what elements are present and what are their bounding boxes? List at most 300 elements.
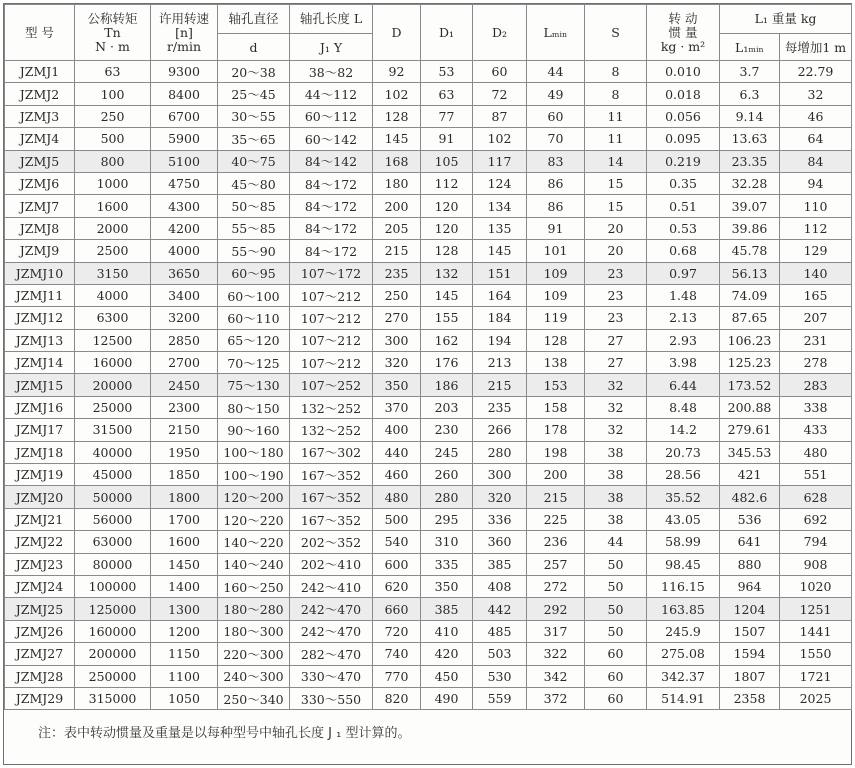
cell-D2: 300 — [473, 464, 527, 486]
cell-bore-diameter: 30～55 — [218, 105, 290, 127]
cell-torque: 3150 — [75, 262, 151, 284]
cell-Lmin: 236 — [527, 531, 585, 553]
cell-D1: 162 — [421, 329, 473, 351]
cell-bore-length: 84～172 — [290, 240, 373, 262]
cell-weight-per-meter: 628 — [780, 486, 852, 508]
header-inertia: 转 动 惯 量 kg · m² — [647, 5, 720, 61]
cell-speed: 5900 — [151, 128, 218, 150]
cell-S: 50 — [585, 553, 647, 575]
cell-D: 460 — [373, 464, 421, 486]
cell-S: 32 — [585, 374, 647, 396]
cell-D2: 360 — [473, 531, 527, 553]
cell-speed: 1600 — [151, 531, 218, 553]
cell-bore-length: 282～470 — [290, 643, 373, 665]
cell-D1: 112 — [421, 172, 473, 194]
cell-Lmin: 225 — [527, 508, 585, 530]
cell-speed: 1800 — [151, 486, 218, 508]
cell-weight-per-meter: 692 — [780, 508, 852, 530]
header-D: D — [373, 5, 421, 61]
cell-weight-lmin: 87.65 — [720, 307, 780, 329]
cell-speed: 1850 — [151, 464, 218, 486]
cell-D1: 128 — [421, 240, 473, 262]
cell-torque: 800 — [75, 150, 151, 172]
cell-S: 8 — [585, 61, 647, 83]
cell-D: 480 — [373, 486, 421, 508]
cell-D2: 213 — [473, 352, 527, 374]
cell-S: 14 — [585, 150, 647, 172]
header-bore-length-sub: J₁ Y — [290, 34, 373, 61]
table-row — [5, 217, 852, 239]
cell-D2: 117 — [473, 150, 527, 172]
cell-inertia: 6.44 — [647, 374, 720, 396]
cell-bore-length: 107～212 — [290, 284, 373, 306]
cell-model: JZMJ18 — [5, 441, 75, 463]
cell-speed: 3650 — [151, 262, 218, 284]
cell-bore-length: 84～172 — [290, 195, 373, 217]
cell-torque: 20000 — [75, 374, 151, 396]
cell-bore-diameter: 50～85 — [218, 195, 290, 217]
cell-torque: 1600 — [75, 195, 151, 217]
cell-inertia: 0.53 — [647, 217, 720, 239]
cell-S: 32 — [585, 396, 647, 418]
cell-D2: 235 — [473, 396, 527, 418]
cell-Lmin: 86 — [527, 195, 585, 217]
cell-bore-length: 60～112 — [290, 105, 373, 127]
cell-weight-per-meter: 1251 — [780, 598, 852, 620]
cell-inertia: 28.56 — [647, 464, 720, 486]
header-speed: 许用转速 [n] r/min — [151, 5, 218, 61]
cell-speed: 8400 — [151, 83, 218, 105]
cell-model: JZMJ2 — [5, 83, 75, 105]
cell-bore-length: 107～212 — [290, 352, 373, 374]
cell-S: 11 — [585, 128, 647, 150]
cell-torque: 80000 — [75, 553, 151, 575]
cell-bore-length: 60～142 — [290, 128, 373, 150]
cell-bore-length: 132～252 — [290, 419, 373, 441]
cell-weight-lmin: 1594 — [720, 643, 780, 665]
table-row — [5, 128, 852, 150]
header-weight: L₁ 重量 kg — [720, 5, 852, 34]
cell-S: 20 — [585, 217, 647, 239]
cell-speed: 1150 — [151, 643, 218, 665]
cell-inertia: 163.85 — [647, 598, 720, 620]
cell-Lmin: 109 — [527, 284, 585, 306]
cell-weight-per-meter: 64 — [780, 128, 852, 150]
cell-D1: 310 — [421, 531, 473, 553]
cell-S: 38 — [585, 464, 647, 486]
cell-D1: 155 — [421, 307, 473, 329]
table-row — [5, 195, 852, 217]
cell-Lmin: 292 — [527, 598, 585, 620]
cell-inertia: 3.98 — [647, 352, 720, 374]
cell-speed: 1050 — [151, 687, 218, 709]
cell-weight-per-meter: 110 — [780, 195, 852, 217]
cell-Lmin: 342 — [527, 665, 585, 687]
cell-S: 60 — [585, 665, 647, 687]
cell-model: JZMJ6 — [5, 172, 75, 194]
cell-inertia: 342.37 — [647, 665, 720, 687]
header-D1: D₁ — [421, 5, 473, 61]
cell-D1: 230 — [421, 419, 473, 441]
cell-Lmin: 317 — [527, 620, 585, 642]
cell-speed: 1200 — [151, 620, 218, 642]
cell-D: 180 — [373, 172, 421, 194]
cell-bore-length: 242～470 — [290, 598, 373, 620]
table-row — [5, 307, 852, 329]
cell-D: 440 — [373, 441, 421, 463]
cell-model: JZMJ10 — [5, 262, 75, 284]
cell-Lmin: 153 — [527, 374, 585, 396]
cell-S: 60 — [585, 643, 647, 665]
cell-bore-diameter: 140～240 — [218, 553, 290, 575]
cell-torque: 40000 — [75, 441, 151, 463]
cell-torque: 250 — [75, 105, 151, 127]
table-row — [5, 419, 852, 441]
cell-speed: 1400 — [151, 575, 218, 597]
cell-Lmin: 198 — [527, 441, 585, 463]
cell-weight-lmin: 13.63 — [720, 128, 780, 150]
cell-speed: 9300 — [151, 61, 218, 83]
cell-D2: 280 — [473, 441, 527, 463]
cell-weight-lmin: 39.07 — [720, 195, 780, 217]
cell-model: JZMJ23 — [5, 553, 75, 575]
cell-D1: 490 — [421, 687, 473, 709]
table-row — [5, 329, 852, 351]
cell-D1: 105 — [421, 150, 473, 172]
cell-torque: 12500 — [75, 329, 151, 351]
cell-weight-lmin: 6.3 — [720, 83, 780, 105]
cell-weight-lmin: 74.09 — [720, 284, 780, 306]
cell-torque: 2000 — [75, 217, 151, 239]
header-bore-diameter-sub: d — [218, 34, 290, 61]
cell-D2: 385 — [473, 553, 527, 575]
cell-speed: 4300 — [151, 195, 218, 217]
cell-bore-length: 167～352 — [290, 486, 373, 508]
cell-inertia: 20.73 — [647, 441, 720, 463]
table-row — [5, 643, 852, 665]
cell-speed: 1700 — [151, 508, 218, 530]
cell-bore-diameter: 70～125 — [218, 352, 290, 374]
cell-Lmin: 372 — [527, 687, 585, 709]
cell-D1: 91 — [421, 128, 473, 150]
cell-weight-per-meter: 165 — [780, 284, 852, 306]
cell-S: 15 — [585, 172, 647, 194]
cell-inertia: 2.13 — [647, 307, 720, 329]
cell-bore-length: 107～172 — [290, 262, 373, 284]
table-row — [5, 598, 852, 620]
cell-weight-lmin: 23.35 — [720, 150, 780, 172]
cell-weight-per-meter: 46 — [780, 105, 852, 127]
cell-model: JZMJ28 — [5, 665, 75, 687]
cell-D1: 176 — [421, 352, 473, 374]
cell-bore-length: 84～142 — [290, 150, 373, 172]
cell-Lmin: 101 — [527, 240, 585, 262]
table-row — [5, 441, 852, 463]
cell-S: 27 — [585, 329, 647, 351]
table-row — [5, 508, 852, 530]
cell-D1: 350 — [421, 575, 473, 597]
cell-weight-lmin: 45.78 — [720, 240, 780, 262]
cell-weight-lmin: 125.23 — [720, 352, 780, 374]
cell-weight-per-meter: 1441 — [780, 620, 852, 642]
cell-D: 145 — [373, 128, 421, 150]
cell-model: JZMJ4 — [5, 128, 75, 150]
table-row — [5, 240, 852, 262]
cell-bore-diameter: 120～200 — [218, 486, 290, 508]
cell-Lmin: 44 — [527, 61, 585, 83]
cell-bore-length: 167～302 — [290, 441, 373, 463]
cell-torque: 63 — [75, 61, 151, 83]
cell-speed: 2300 — [151, 396, 218, 418]
cell-weight-lmin: 345.53 — [720, 441, 780, 463]
table-row — [5, 553, 852, 575]
cell-inertia: 275.08 — [647, 643, 720, 665]
cell-weight-lmin: 964 — [720, 575, 780, 597]
table-row — [5, 172, 852, 194]
cell-D1: 77 — [421, 105, 473, 127]
cell-D1: 260 — [421, 464, 473, 486]
cell-model: JZMJ22 — [5, 531, 75, 553]
cell-weight-per-meter: 112 — [780, 217, 852, 239]
cell-model: JZMJ27 — [5, 643, 75, 665]
cell-torque: 16000 — [75, 352, 151, 374]
cell-D: 235 — [373, 262, 421, 284]
cell-S: 38 — [585, 441, 647, 463]
cell-inertia: 2.93 — [647, 329, 720, 351]
cell-model: JZMJ14 — [5, 352, 75, 374]
cell-D1: 120 — [421, 217, 473, 239]
cell-D2: 102 — [473, 128, 527, 150]
cell-D: 770 — [373, 665, 421, 687]
cell-inertia: 0.219 — [647, 150, 720, 172]
cell-inertia: 0.010 — [647, 61, 720, 83]
cell-D1: 335 — [421, 553, 473, 575]
table-row — [5, 620, 852, 642]
cell-bore-diameter: 100～180 — [218, 441, 290, 463]
cell-D: 168 — [373, 150, 421, 172]
cell-D2: 530 — [473, 665, 527, 687]
cell-D: 200 — [373, 195, 421, 217]
cell-S: 60 — [585, 687, 647, 709]
cell-model: JZMJ13 — [5, 329, 75, 351]
cell-D2: 559 — [473, 687, 527, 709]
cell-inertia: 58.99 — [647, 531, 720, 553]
cell-speed: 1450 — [151, 553, 218, 575]
cell-D1: 410 — [421, 620, 473, 642]
cell-bore-diameter: 55～85 — [218, 217, 290, 239]
cell-weight-lmin: 482.6 — [720, 486, 780, 508]
cell-S: 38 — [585, 508, 647, 530]
cell-bore-diameter: 240～300 — [218, 665, 290, 687]
cell-speed: 2700 — [151, 352, 218, 374]
cell-S: 38 — [585, 486, 647, 508]
cell-D2: 485 — [473, 620, 527, 642]
cell-S: 11 — [585, 105, 647, 127]
table-row — [5, 464, 852, 486]
cell-speed: 2850 — [151, 329, 218, 351]
cell-speed: 3200 — [151, 307, 218, 329]
cell-weight-lmin: 1807 — [720, 665, 780, 687]
table-body — [5, 61, 852, 710]
spec-sheet — [3, 3, 852, 765]
cell-D: 820 — [373, 687, 421, 709]
cell-bore-diameter: 75～130 — [218, 374, 290, 396]
cell-bore-diameter: 90～160 — [218, 419, 290, 441]
cell-Lmin: 49 — [527, 83, 585, 105]
cell-weight-per-meter: 480 — [780, 441, 852, 463]
cell-inertia: 14.2 — [647, 419, 720, 441]
cell-Lmin: 200 — [527, 464, 585, 486]
cell-bore-length: 38～82 — [290, 61, 373, 83]
table-row — [5, 374, 852, 396]
table-row — [5, 486, 852, 508]
cell-bore-diameter: 140～220 — [218, 531, 290, 553]
cell-D: 660 — [373, 598, 421, 620]
cell-weight-per-meter: 231 — [780, 329, 852, 351]
cell-weight-lmin: 106.23 — [720, 329, 780, 351]
cell-inertia: 514.91 — [647, 687, 720, 709]
cell-weight-per-meter: 2025 — [780, 687, 852, 709]
cell-Lmin: 257 — [527, 553, 585, 575]
cell-D: 215 — [373, 240, 421, 262]
cell-torque: 45000 — [75, 464, 151, 486]
cell-bore-length: 242～410 — [290, 575, 373, 597]
cell-bore-diameter: 55～90 — [218, 240, 290, 262]
cell-torque: 250000 — [75, 665, 151, 687]
cell-D: 128 — [373, 105, 421, 127]
cell-S: 44 — [585, 531, 647, 553]
cell-torque: 1000 — [75, 172, 151, 194]
cell-model: JZMJ15 — [5, 374, 75, 396]
cell-D1: 450 — [421, 665, 473, 687]
cell-speed: 2450 — [151, 374, 218, 396]
cell-bore-diameter: 65～120 — [218, 329, 290, 351]
cell-bore-diameter: 180～300 — [218, 620, 290, 642]
cell-bore-diameter: 250～340 — [218, 687, 290, 709]
cell-model: JZMJ20 — [5, 486, 75, 508]
table-note: 注：表中转动惯量及重量是以每种型号中轴孔长度 J ₁ 型计算的。 — [38, 726, 411, 741]
cell-weight-per-meter: 84 — [780, 150, 852, 172]
cell-D: 205 — [373, 217, 421, 239]
table-row — [5, 575, 852, 597]
header-bore-diameter: 轴孔直径 — [218, 5, 290, 34]
cell-torque: 6300 — [75, 307, 151, 329]
cell-torque: 63000 — [75, 531, 151, 553]
cell-S: 50 — [585, 575, 647, 597]
cell-torque: 100 — [75, 83, 151, 105]
cell-bore-diameter: 45～80 — [218, 172, 290, 194]
cell-weight-lmin: 641 — [720, 531, 780, 553]
cell-inertia: 0.095 — [647, 128, 720, 150]
cell-D1: 145 — [421, 284, 473, 306]
cell-model: JZMJ12 — [5, 307, 75, 329]
cell-weight-per-meter: 140 — [780, 262, 852, 284]
cell-speed: 1950 — [151, 441, 218, 463]
cell-Lmin: 60 — [527, 105, 585, 127]
cell-D: 540 — [373, 531, 421, 553]
cell-weight-lmin: 1507 — [720, 620, 780, 642]
cell-torque: 125000 — [75, 598, 151, 620]
cell-D: 320 — [373, 352, 421, 374]
cell-bore-diameter: 80～150 — [218, 396, 290, 418]
cell-D2: 60 — [473, 61, 527, 83]
cell-weight-lmin: 421 — [720, 464, 780, 486]
cell-model: JZMJ24 — [5, 575, 75, 597]
cell-Lmin: 272 — [527, 575, 585, 597]
cell-weight-lmin: 1204 — [720, 598, 780, 620]
cell-weight-lmin: 200.88 — [720, 396, 780, 418]
cell-D2: 408 — [473, 575, 527, 597]
cell-bore-length: 330～550 — [290, 687, 373, 709]
cell-torque: 56000 — [75, 508, 151, 530]
cell-torque: 160000 — [75, 620, 151, 642]
cell-D2: 124 — [473, 172, 527, 194]
cell-S: 50 — [585, 598, 647, 620]
cell-weight-lmin: 173.52 — [720, 374, 780, 396]
cell-S: 8 — [585, 83, 647, 105]
header-Lmin: Lₘᵢₙ — [527, 5, 585, 61]
cell-D2: 194 — [473, 329, 527, 351]
cell-weight-per-meter: 1721 — [780, 665, 852, 687]
table-row — [5, 284, 852, 306]
cell-D: 250 — [373, 284, 421, 306]
cell-inertia: 0.97 — [647, 262, 720, 284]
cell-D: 720 — [373, 620, 421, 642]
cell-torque: 50000 — [75, 486, 151, 508]
table-row — [5, 531, 852, 553]
cell-S: 27 — [585, 352, 647, 374]
cell-inertia: 35.52 — [647, 486, 720, 508]
header-model: 型 号 — [5, 5, 75, 61]
cell-Lmin: 128 — [527, 329, 585, 351]
cell-D2: 145 — [473, 240, 527, 262]
cell-bore-diameter: 35～65 — [218, 128, 290, 150]
table-row — [5, 262, 852, 284]
cell-bore-length: 202～352 — [290, 531, 373, 553]
cell-D2: 134 — [473, 195, 527, 217]
cell-model: JZMJ7 — [5, 195, 75, 217]
cell-inertia: 43.05 — [647, 508, 720, 530]
cell-Lmin: 178 — [527, 419, 585, 441]
cell-weight-per-meter: 338 — [780, 396, 852, 418]
cell-weight-per-meter: 278 — [780, 352, 852, 374]
table-row — [5, 105, 852, 127]
cell-torque: 31500 — [75, 419, 151, 441]
cell-Lmin: 70 — [527, 128, 585, 150]
cell-speed: 4750 — [151, 172, 218, 194]
cell-bore-length: 167～352 — [290, 508, 373, 530]
cell-model: JZMJ3 — [5, 105, 75, 127]
cell-D: 400 — [373, 419, 421, 441]
cell-weight-lmin: 9.14 — [720, 105, 780, 127]
cell-Lmin: 109 — [527, 262, 585, 284]
cell-model: JZMJ25 — [5, 598, 75, 620]
cell-inertia: 0.018 — [647, 83, 720, 105]
cell-D1: 295 — [421, 508, 473, 530]
cell-weight-per-meter: 433 — [780, 419, 852, 441]
cell-bore-diameter: 60～100 — [218, 284, 290, 306]
cell-Lmin: 91 — [527, 217, 585, 239]
cell-Lmin: 215 — [527, 486, 585, 508]
cell-bore-diameter: 25～45 — [218, 83, 290, 105]
header-bore-length: 轴孔长度 L — [290, 5, 373, 34]
cell-D1: 120 — [421, 195, 473, 217]
cell-weight-per-meter: 1020 — [780, 575, 852, 597]
cell-model: JZMJ5 — [5, 150, 75, 172]
cell-torque: 200000 — [75, 643, 151, 665]
cell-D2: 135 — [473, 217, 527, 239]
cell-speed: 2150 — [151, 419, 218, 441]
